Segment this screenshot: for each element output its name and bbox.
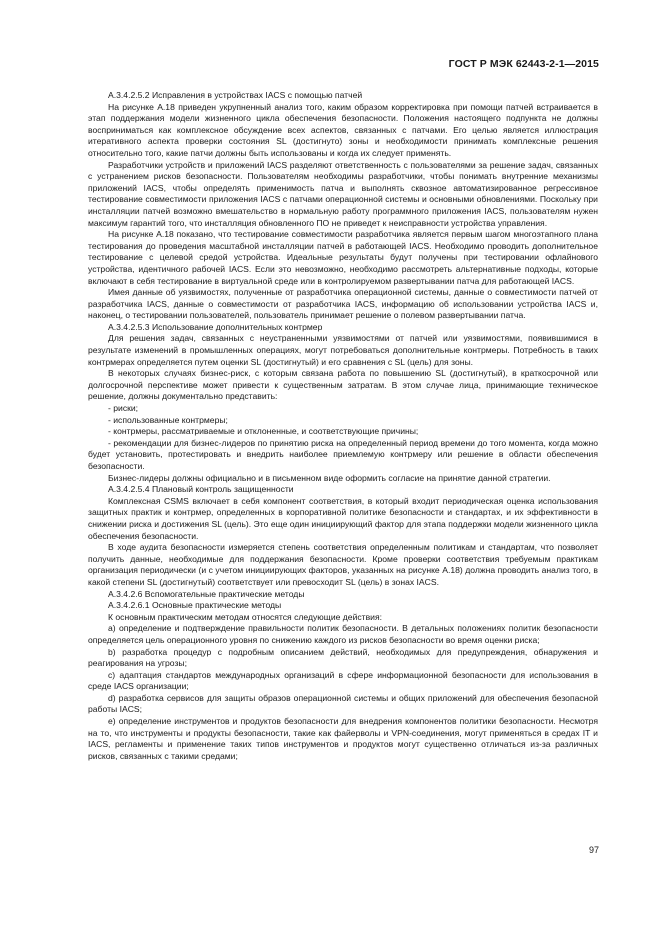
page-number: 97 [588,845,599,855]
paragraph: Для решения задач, связанных с неустраненными уязвимостями от патчей или уязвимостями, появившимися в результате изменений в промышленных операциях, могут потребоваться дополнительные контрмеры. Потребность в таких контрмерах определяется путем оценки SL (достигнутый) и его сравнения с SL (цель) для зоны. [88,333,598,367]
body-text [88,90,598,762]
list-item: а) определение и подтверждение правильности политик безопасности. В детальных положениях политик безопасности определяется цель операционного уровня по снижению каждого из рисков безопасности во время оценки риска; [88,623,598,645]
paragraph: Комплексная CSMS включает в себя компонент соответствия, в который входит периодическая оценка использования защитных практик и контрмер, определенных в корпоративной политике безопасности и стандартах, и их эффективности в снижении риска и достижения SL (цель). Это еще один инициирующий фактор для этапа поддержки модели жизненного цикла обеспечения безопасности. [88,495,598,541]
paragraph: Имея данные об уязвимостях, полученные от разработчика операционной системы, данные о совместимости патчей от разработчика IACS, данные о совместимости от разработчика IACS, информацию об использовании устройства IACS и, наконец, о тестировании пользователей, пользователь принимает решение о полевом развертывании патча. [88,287,598,321]
paragraph: На рисунке А.18 показано, что тестирование совместимости разработчика является первым шагом многоэтапного плана тестирования до проведения масштабной инсталляции патчей в работающей IACS. Необходимо проводить дополнительное тестирование с целевой средой устройства. Идеальные результаты будут получены при тестировании офлайнового устройства, идентичного рабочей IACS. Если это невозможно, необходимо рассмотреть альтернативные подходы, которые включают в себя тестирование в виртуальной среде или в контролируемом развертывании патча для работающей IACS. [88,229,598,286]
paragraph: Бизнес-лидеры должны официально и в письменном виде оформить согласие на принятие данной стратегии. [108,472,551,483]
subsection-heading: А.3.4.2.6.1 Основные практические методы [108,600,282,611]
subsection-heading: А.3.4.2.6 Вспомогательные практические методы [108,588,305,599]
list-item: b) разработка процедур с подробным описанием действий, необходимых для предупреждения, обнаружения и реагирования на угрозы; [88,646,598,669]
list-item: e) определение инструментов и продуктов безопасности для внедрения компонентов политики безопасности. Несмотря на то, что инструменты и продукты безопасности, такие как файерволы и VPN-соединения, могут применяться в средах IT и IACS, регламенты и применение таких типов инструментов и продуктов могут существенно отличаться из-за различных рисков, связанных с такими средами; [88,716,598,761]
paragraph: К основным практическим методам относятся следующие действия: [108,611,383,622]
list-item: - использованные контрмеры; [108,414,228,425]
paragraph: В ходе аудита безопасности измеряется степень соответствия определенным политикам и стандартам, что позволяет получить данные, необходимые для поддержания безопасности. Кроме проверки соответствия требуемым практикам организация периодически (и с учетом инициирующих факторов, указанных на рисунке А.18) должна проводить анализ того, в какой степени SL (достигнутый) соответствует или превосходит SL (цель) в зонах IACS. [88,542,598,587]
list-item: d) разработка сервисов для защиты образов операционной системы и общих приложений для обеспечения безопасной работы IACS; [88,692,598,715]
standard-header: ГОСТ Р МЭК 62443-2-1—2015 [448,58,599,70]
subsection-heading: А.3.4.2.5.2 Исправления в устройствах IACS с помощью патчей [108,90,363,100]
paragraph: Разработчики устройств и приложений IACS разделяют ответственность с пользователями за решение задач, связанных с устранением рисков безопасности. Пользователям необходимы разработчики, чтобы понимать внутренние механизмы приложений IACS, чтобы определять применимость патча и выполнять сквозное автоматизированное регрессивное тестирование совместимости приложения IACS с патчами операционной системы и основными обновлениями. Поскольку при инсталляции патчей возможно вмешательство в нормальную работу программного приложения IACS, пользователям нужен максимум гарантий того, что инсталляция обновленного ПО не приведет к неисправности устройства управления. [88,159,598,228]
list-item: - риски; [108,403,139,414]
paragraph: На рисунке А.18 приведен укрупненный анализ того, каким образом корректировка при помощи патчей встраивается в этап поддержания модели жизненного цикла обеспечения безопасности. Положения настоящего подпункта не должны восприниматься как комплексное обсуждение всех аспектов, связанных с патчами. Его целью является иллюстрация итеративного аспекта проверки состояния SL (достигнуто) зоны и необходимости принимать комплексные решения относительно того, какие патчи должны быть использованы и когда их следует применять. [88,101,598,158]
list-item: c) адаптация стандартов международных организаций в сфере информационной безопасности для использования в среде IACS организации; [88,669,598,692]
subsection-heading: А.3.4.2.5.3 Использование дополнительных контрмер [108,321,323,332]
list-item: - контрмеры, рассматриваемые и отклоненные, и соответствующие причины; [108,426,419,437]
list-item: - рекомендации для бизнес-лидеров по принятию риска на определенный период времени до того момента, когда можно будет установить, протестировать и внедрить наиболее приемлемую контрмеру или решение в области обеспечения безопасности. [88,437,598,471]
paragraph: В некоторых случаях бизнес-риск, с которым связана работа по повышению SL (достигнутый), в краткосрочной или долгосрочной перспективе может привести к существенным затратам. В этом случае лица, принимающие техническое решение, должны документально представить: [88,368,598,402]
subsection-heading: А.3.4.2.5.4 Плановый контроль защищенности [108,484,294,495]
